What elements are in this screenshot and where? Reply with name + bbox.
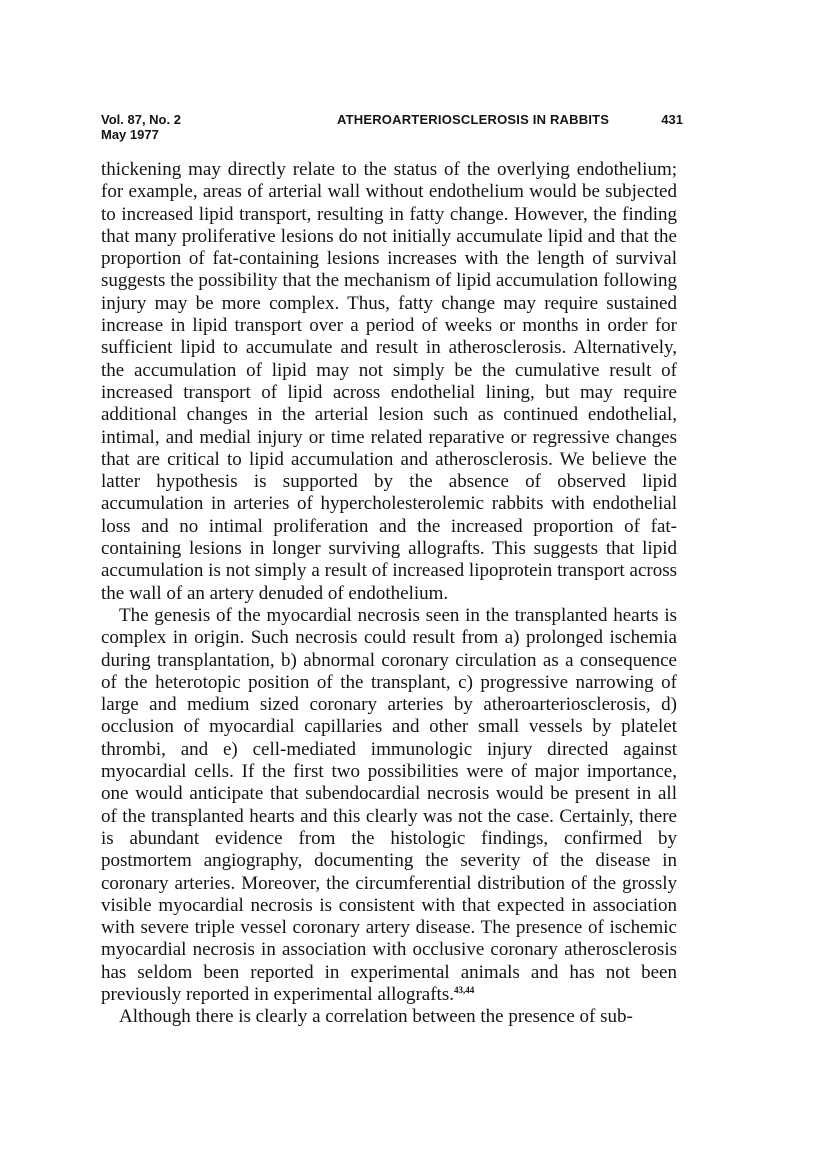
page-number: 431 <box>661 112 683 127</box>
article-body <box>101 159 677 1029</box>
paragraph-text: The genesis of the myocardial necrosis seen in the transplanted hearts is complex in origin. Such necrosis could result from a) prolonged ischemia during transplantation, b) abnormal coronary circulation as a consequence of the heterotopic position of the transplant, c) progressive narrowing of large and medium sized coronary arteries by atheroarteriosclerosis, d) occlusion of myocardial capillaries and other small vessels by platelet thrombi, and e) cell-mediated immunologic injury directed against myocardial cells. If the first two possibilities were of major importance, one would anticipate that subendocardial necrosis would be present in all of the transplanted hearts and this clearly was not the case. Certainly, there is abundant evidence from the histologic findings, confirmed by postmortem angiography, documenting the severity of the disease in coronary arteries. Moreover, the circumferential distribution of the grossly visible myocardial necrosis is consistent with that expected in association with severe triple vessel coronary artery disease. The presence of ischemic myocardial necrosis in association with occlusive coronary atherosclerosis has seldom been reported in experimental animals and has not been previously reported in experimental allografts. <box>101 604 677 1005</box>
paragraph-myocardial-necrosis <box>101 605 677 1006</box>
reference-superscript: 43,44 <box>453 984 475 995</box>
paragraph-continued: thickening may directly relate to the status of the overlying endothelium; for example, areas of arterial wall without endothelium would be subjected to increased lipid transport, resulting in fatty change. However, the finding that many proliferative lesions do not initially accumulate lipid and that the proportion of fat-containing lesions increases with the length of survival suggests the possibility that the mechanism of lipid accumulation following injury may be more complex. Thus, fatty change may require sustained increase in lipid transport over a period of weeks or months in order for sufficient lipid to accumulate and result in atherosclerosis. Alternatively, the accumulation of lipid may not simply be the cumulative result of increased transport of lipid across endothelial lining, but may require additional changes in the arterial lesion such as continued endothelial, intimal, and medial injury or time related reparative or regressive changes that are critical to lipid accumulation and atherosclerosis. We believe the latter hypothesis is supported by the absence of observed lipid accumulation in arteries of hypercholesterolemic rabbits with endothelial loss and no intimal proliferation and the increased proportion of fat-containing lesions in longer surviving allografts. This suggests that lipid accumulation is not simply a result of increased lipoprotein transport across the wall of an artery denuded of endothelium. <box>101 159 677 604</box>
running-header <box>101 112 683 146</box>
issue-date: May 1977 <box>101 127 159 142</box>
running-title: ATHEROARTERIOSCLEROSIS IN RABBITS <box>337 112 610 127</box>
paragraph-correlation: Although there is clearly a correlation between the presence of sub- <box>119 1006 633 1028</box>
journal-issue-info <box>101 112 181 142</box>
volume-issue: Vol. 87, No. 2 <box>101 112 181 127</box>
